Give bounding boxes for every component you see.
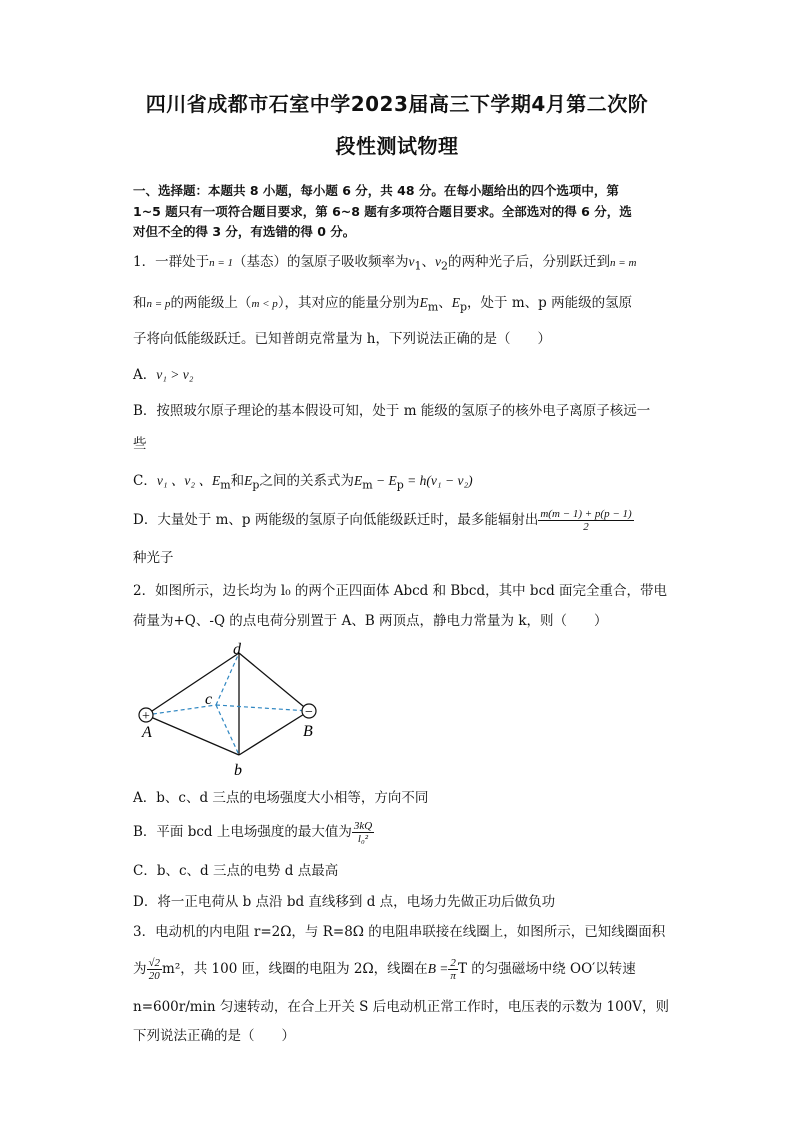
label-B: B xyxy=(303,723,313,740)
q1-stem-line3: 子将向低能级跃迁。已知普朗克常量为 h，下列说法正确的是（ ） xyxy=(133,331,551,347)
section-instructions-line2: 1~5 题只有一项符合题目要求，第 6~8 题有多项符合题目要求。全部选对的得 6 分，选 xyxy=(133,204,632,219)
q1-option-d-line2: 种光子 xyxy=(133,550,174,566)
q2-stem-line2: 荷量为+Q、-Q 的点电荷分别置于 A、B 两顶点，静电力常量为 k，则（ ） xyxy=(133,613,608,629)
label-A: A xyxy=(142,724,152,741)
edge-bB xyxy=(239,711,309,755)
q3-stem-line2: 为 $\frac{√2}{20}$ m²，共 100 匝，线圈的电阻为 2Ω，线圈在B = $\frac{2}{\pi}$ T 的匀强磁场中绕 OO′以转速 xyxy=(133,957,636,982)
paper-title-line2: 段性测试物理 xyxy=(335,134,459,158)
q2-option-a: A．b、c、d 三点的电场强度大小相等，方向不同 xyxy=(133,790,429,806)
q2-option-d: D．将一正电荷从 b 点沿 bd 直线移到 d 点，电场力先做正功后做负功 xyxy=(133,894,556,910)
section-instructions-line3: 对但不全的得 3 分，有选错的得 0 分。 xyxy=(133,224,356,239)
section-instructions-line1: 一、选择题：本题共 8 小题，每小题 6 分，共 48 分。在每小题给出的四个选项中，第 xyxy=(133,183,619,198)
q1-option-d-line1: D．大量处于 m、p 两能级的氢原子向低能级跃迁时，最多能辐射出 $\frac{m(m - 1) + p(p - 1)}{2}$ xyxy=(133,508,632,533)
q3-area-fraction: $\frac{√2}{20}$ xyxy=(148,957,161,982)
q1-option-a: A．ν₁ > ν₂ xyxy=(133,367,194,383)
q1-stem-line1: 1．一群处于n = 1（基态）的氢原子吸收频率为$\nu_1$、$\nu_2$的两种光子后，分别跃迁到n = m xyxy=(133,254,637,273)
q2-stem-line1: 2．如图所示，边长均为 l₀ 的两个正四面体 Abcd 和 Bbcd，其中 bcd 面完全重合，带电 xyxy=(133,583,668,599)
label-d: d xyxy=(233,641,241,658)
charge-plus-label: + xyxy=(142,709,150,724)
q1-option-b-line2: 些 xyxy=(133,436,147,452)
q1-option-c: C．ν₁ 、ν₂ 、$E_m$和$E_p$之间的关系式为$E_m - E_p = h(\nu_1 - \nu_2)$ xyxy=(133,473,473,492)
q2-option-b-fraction: $\frac{3kQ}{\text{l₀²}}$ xyxy=(353,820,373,845)
q3-stem-line3: n=600r/min 匀速转动，在合上开关 S 后电动机正常工作时，电压表的示数为 100V，则 xyxy=(133,999,670,1015)
edge-cb-dashed xyxy=(216,705,239,755)
edge-cB-dashed xyxy=(216,705,309,711)
label-b: b xyxy=(234,762,242,779)
edge-Ab xyxy=(146,715,239,755)
q3-field-fraction: $\frac{2}{\pi}$ xyxy=(450,957,456,982)
q1-stem-line2: 和n = p的两能级上（m < p），其对应的能量分别为$E_m$、$E_p$，处于 m、p 两能级的氢原 xyxy=(133,295,633,314)
paper-title-line1: 四川省成都市石室中学2023届高三下学期4月第二次阶 xyxy=(145,92,649,116)
q1-option-d-fraction: $\frac{m(m - 1) + p(p - 1)}{2}$ xyxy=(540,508,632,533)
edge-dB xyxy=(239,653,309,711)
q1-option-b-line1: B．按照玻尔原子理论的基本假设可知，处于 m 能级的氢原子的核外电子离原子核远一 xyxy=(133,403,651,419)
q3-stem-line1: 3．电动机的内电阻 r=2Ω，与 R=8Ω 的电阻串联接在线圈上，如图所示，已知线圈面积 xyxy=(133,924,666,940)
charge-minus-label: − xyxy=(305,705,313,720)
tetrahedron-figure xyxy=(128,638,328,780)
q3-stem-line4: 下列说法正确的是（ ） xyxy=(133,1028,295,1044)
q2-option-c: C．b、c、d 三点的电势 d 点最高 xyxy=(133,863,339,879)
label-c: c xyxy=(205,691,213,708)
q2-option-b: B．平面 bcd 上电场强度的最大值为 $\frac{3kQ}{\text{l₀²}}$ xyxy=(133,820,373,845)
